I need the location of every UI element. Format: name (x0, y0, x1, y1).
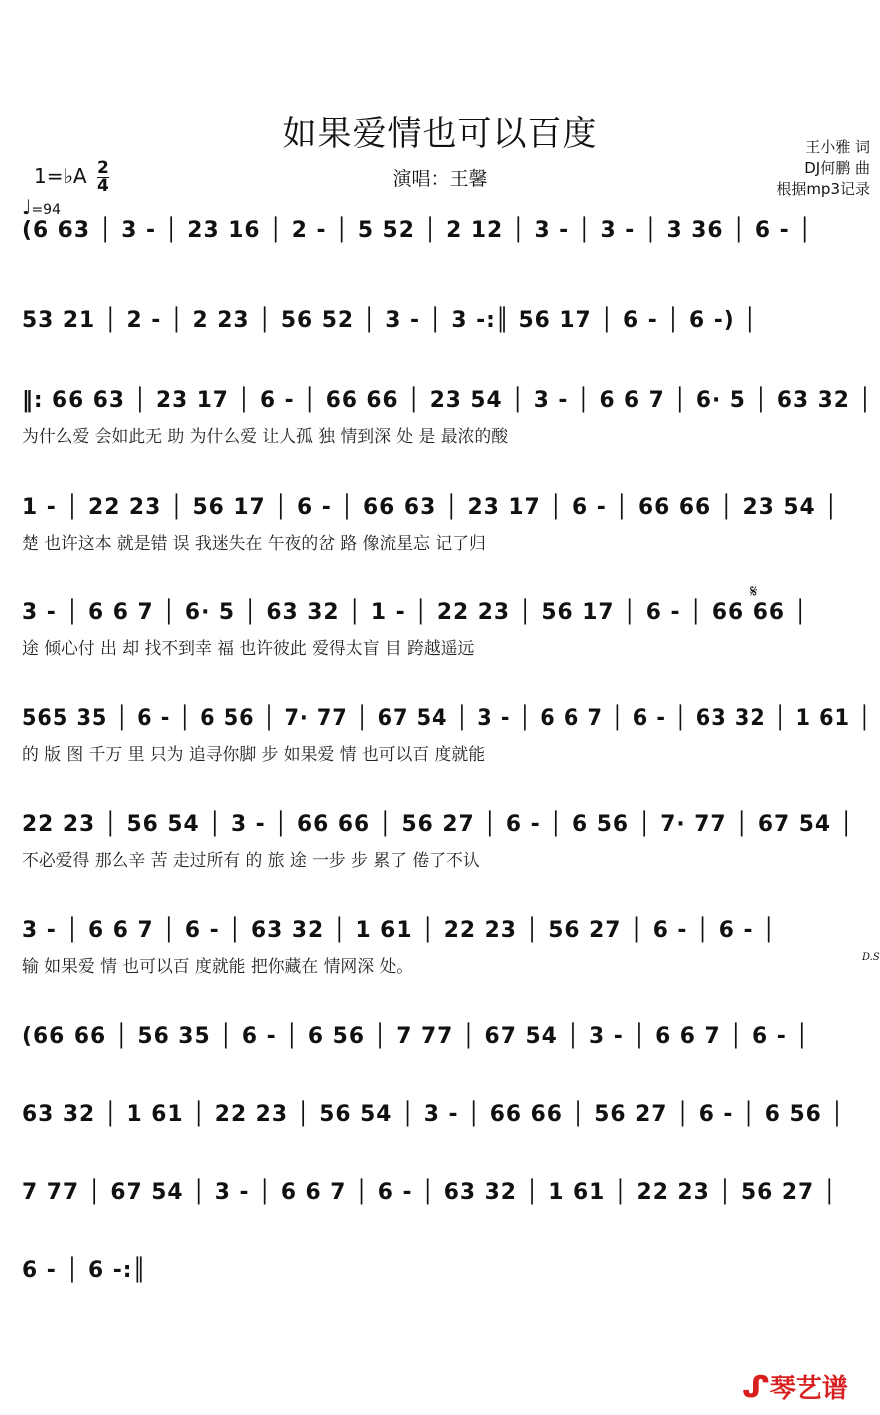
key-signature (34, 160, 109, 195)
time-top: 2 (96, 158, 109, 178)
score-line (22, 600, 880, 658)
lyrics-row: 的 版 图 千万 里 只为 追寻你脚 步 如果爱 情 也可以百 度就能 (22, 745, 486, 765)
tempo-marking (22, 195, 61, 219)
notation-row: 7 77 │ 67 54 │ 3 - │ 6 6 7 │ 6 - │ 63 32 │ 1 61 │ 22 23 │ 56 27 │ (22, 1180, 837, 1205)
score-line (22, 918, 880, 976)
composer-credit: DJ何鹏 曲 (804, 159, 870, 177)
notation-row: 1 - │ 22 23 │ 56 17 │ 6 - │ 66 63 │ 23 17 │ 6 - │ 66 66 │ 23 54 │ (22, 495, 839, 520)
notation-row: ‖: 66 63 │ 23 17 │ 6 - │ 66 66 │ 23 54 │ 3 - │ 6 6 7 │ 6· 5 │ 63 32 │ (22, 388, 873, 413)
lyrics-row (22, 1058, 872, 1082)
lyrics-row (22, 1136, 872, 1160)
lyrics-row: 途 倾心付 出 却 找不到幸 福 也许彼此 爱得太盲 目 跨越遥远 (22, 639, 475, 659)
lyrics-row: 为什么爱 会如此无 助 为什么爱 让人孤 独 情到深 处 是 最浓的酸 (22, 427, 509, 447)
notation-row: 3 - │ 6 6 7 │ 6· 5 │ 63 32 │ 1 - │ 22 23 │ 56 17 │ 6 - │ 66 66 │ (22, 600, 808, 625)
site-logo (742, 1368, 848, 1405)
lyrics-row: 输 如果爱 情 也可以百 度就能 把你藏在 情网深 处。 (22, 957, 414, 977)
logo-mark-icon: ᔑ (742, 1370, 770, 1405)
singer-credit: 演唱：王馨 (392, 168, 488, 190)
score-line (22, 706, 880, 764)
score-line (22, 388, 880, 446)
score-line (22, 812, 880, 870)
credits-block (776, 137, 870, 200)
lyrics-row: 楚 也许这本 就是错 误 我迷失在 午夜的岔 路 像流星忘 记了归 (22, 534, 486, 554)
score-line (22, 1024, 880, 1082)
notation-row: 3 - │ 6 6 7 │ 6 - │ 63 32 │ 1 61 │ 22 23 │ 56 27 │ 6 - │ 6 - │ (22, 918, 777, 943)
notation-row: 6 - │ 6 -:║ (22, 1258, 147, 1283)
song-title: 如果爱情也可以百度 (282, 114, 598, 154)
source-credit: 根据mp3记录 (776, 180, 870, 198)
notation-row: (6 63 │ 3 - │ 23 16 │ 2 - │ 5 52 │ 2 12 │ 3 - │ 3 - │ 3 36 │ 6 - │ (22, 218, 813, 243)
lyrics-row (22, 342, 872, 366)
ds-marking: D.S (862, 952, 880, 963)
notation-row: 22 23 │ 56 54 │ 3 - │ 66 66 │ 56 27 │ 6 - │ 6 56 │ 7· 77 │ 67 54 │ (22, 812, 854, 837)
score-line (22, 1258, 880, 1316)
lyrics-row (22, 252, 872, 276)
time-bottom: 4 (96, 176, 109, 196)
notation-row: (66 66 │ 56 35 │ 6 - │ 6 56 │ 7 77 │ 67 54 │ 3 - │ 6 6 7 │ 6 - │ (22, 1024, 810, 1049)
lyrics-row: 不必爱得 那么辛 苦 走过所有 的 旅 途 一步 步 累了 倦了不认 (22, 851, 480, 871)
time-signature (97, 160, 109, 195)
quarter-note-icon: ♩ (22, 195, 32, 219)
score-line (22, 1180, 880, 1238)
tempo-value: =94 (31, 202, 61, 218)
notation-row: 565 35 │ 6 - │ 6 56 │ 7· 77 │ 67 54 │ 3 - │ 6 6 7 │ 6 - │ 63 32 │ 1 61 │ (22, 706, 872, 731)
segno-icon: 𝄋 (750, 582, 758, 602)
score-line (22, 495, 880, 553)
score-line (22, 308, 880, 366)
notation-row: 63 32 │ 1 61 │ 22 23 │ 56 54 │ 3 - │ 66 66 │ 56 27 │ 6 - │ 6 56 │ (22, 1102, 845, 1127)
notation-row: 53 21 │ 2 - │ 2 23 │ 56 52 │ 3 - │ 3 -:║ 56 17 │ 6 - │ 6 -) │ (22, 308, 758, 333)
key-label: 1=♭A (34, 164, 87, 188)
lyrics-row (22, 1214, 872, 1238)
lyrics-row (22, 1292, 872, 1316)
score-line (22, 218, 880, 276)
score-line (22, 1102, 880, 1160)
logo-text: 琴艺谱 (769, 1374, 848, 1404)
lyricist-credit: 王小雅 词 (805, 138, 870, 156)
